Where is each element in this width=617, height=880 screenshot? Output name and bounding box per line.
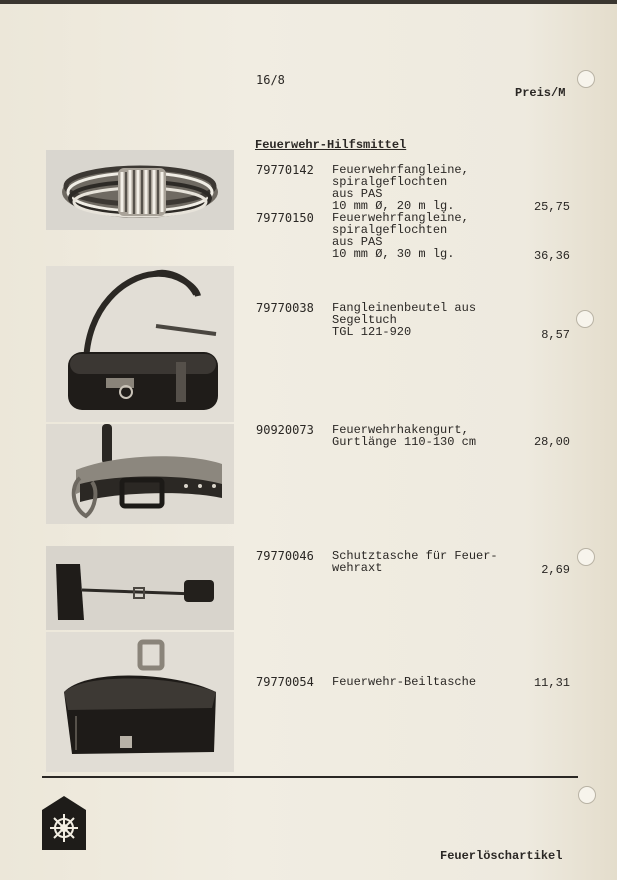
punch-hole xyxy=(577,548,595,566)
item-description: Feuerwehrfangleine, spiralgeflochten aus PAS 10 mm Ø, 20 m lg. xyxy=(332,163,469,213)
punch-hole xyxy=(577,70,595,88)
item-code: 79770038 xyxy=(256,301,314,315)
item-code: 79770046 xyxy=(256,549,314,563)
punch-hole xyxy=(576,310,594,328)
item-code: 79770142 xyxy=(256,163,314,177)
ship-wheel-icon xyxy=(42,796,86,850)
publisher-logo xyxy=(42,796,86,850)
section-title: Feuerwehr-Hilfsmittel xyxy=(255,138,407,152)
axe-holder-icon xyxy=(46,546,234,630)
page-top-edge xyxy=(0,0,617,4)
item-price: 8,57 xyxy=(541,328,570,342)
item-code: 79770150 xyxy=(256,211,314,225)
item-code: 90920073 xyxy=(256,423,314,437)
item-price: 2,69 xyxy=(541,563,570,577)
item-description: Feuerwehrhakengurt, Gurtlänge 110-130 cm xyxy=(332,423,477,449)
item-price: 25,75 xyxy=(533,200,570,214)
item-description: Schutztasche für Feuer- wehraxt xyxy=(332,549,498,575)
footer-rule xyxy=(42,776,578,778)
item-price: 28,00 xyxy=(533,435,570,449)
bag-icon xyxy=(46,266,234,422)
rope-photo xyxy=(46,150,234,230)
item-code: 79770054 xyxy=(256,675,314,689)
belt-photo xyxy=(46,424,234,524)
belt-icon xyxy=(46,424,234,524)
coiled-rope-icon xyxy=(46,150,234,230)
footer-title: Feuerlöschartikel xyxy=(440,849,563,863)
page-number: 16/8 xyxy=(256,73,285,87)
item-description: Feuerwehr-Beiltasche xyxy=(332,675,477,689)
axe-bag-icon xyxy=(46,632,234,772)
item-price: 36,36 xyxy=(533,249,570,263)
punch-hole xyxy=(578,786,596,804)
item-description: Fangleinenbeutel aus Segeltuch TGL 121-920 xyxy=(332,301,477,339)
item-description: Feuerwehrfangleine, spiralgeflochten aus PAS 10 mm Ø, 30 m lg. xyxy=(332,211,469,261)
axe-holder-photo xyxy=(46,546,234,630)
rope-bag-photo xyxy=(46,266,234,422)
item-price: 11,31 xyxy=(533,676,570,690)
price-header: Preis/M xyxy=(515,86,566,100)
axe-bag-photo xyxy=(46,632,234,772)
